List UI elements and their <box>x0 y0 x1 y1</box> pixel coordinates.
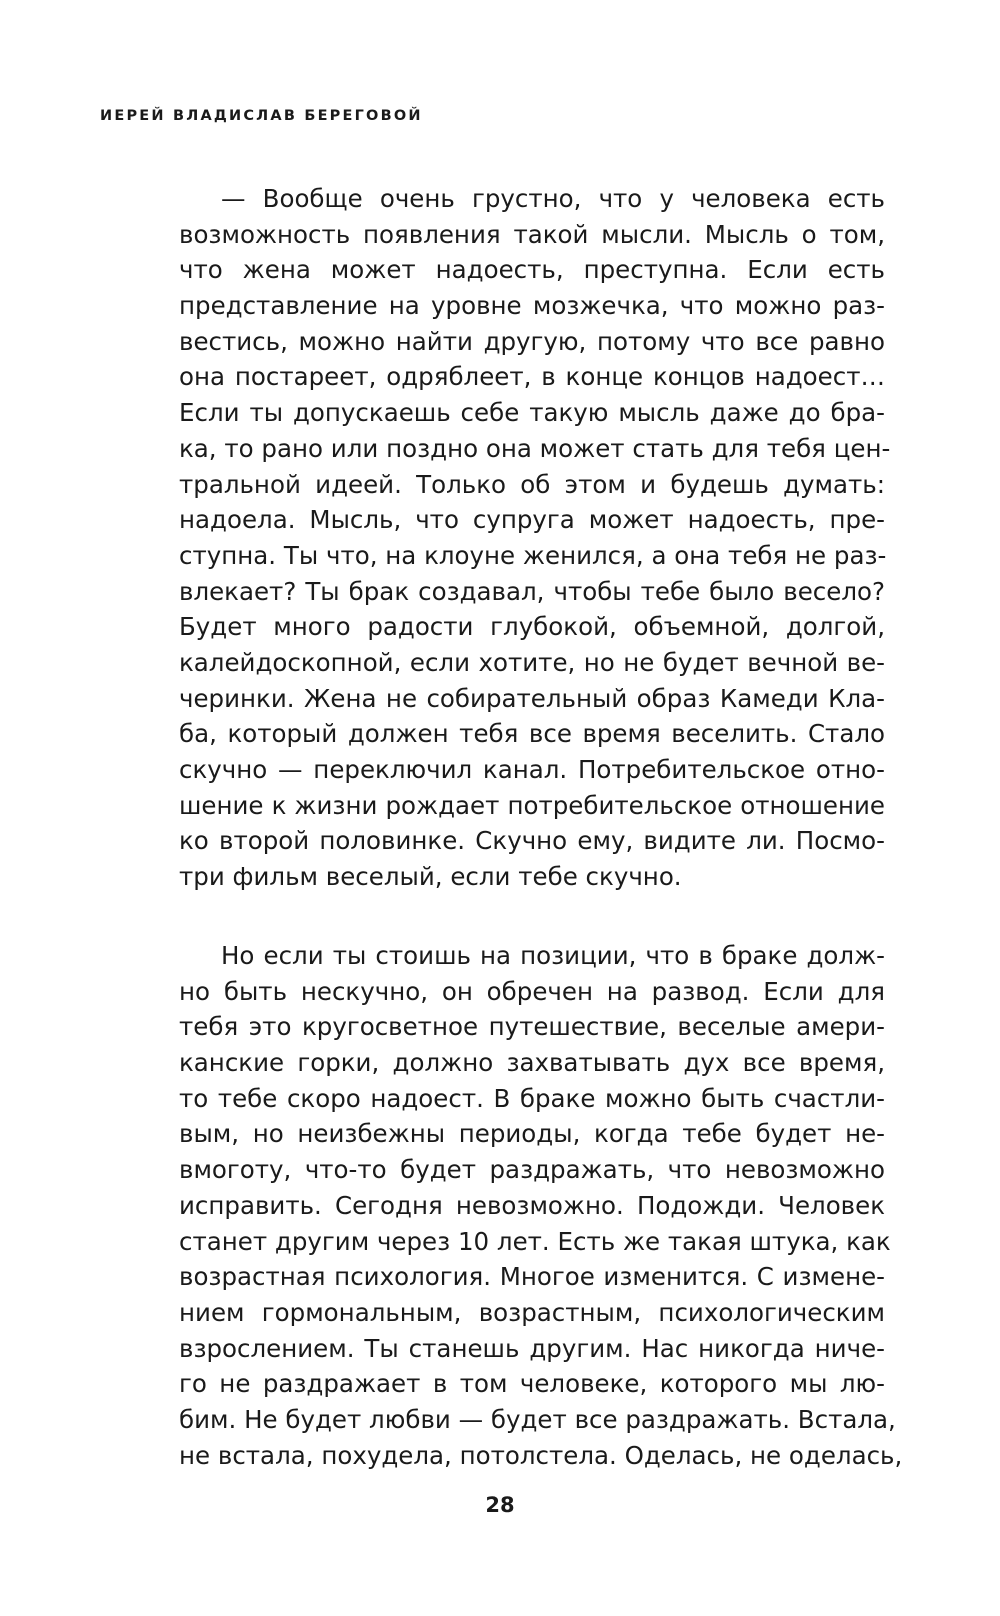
paragraph-line: но быть нескучно, он обречен на развод. Если для <box>179 976 885 1006</box>
paragraph-line: бим. Не будет любви — будет все раздражать. Встала, <box>179 1404 896 1434</box>
paragraph-line: го не раздражает в том человеке, которого мы лю- <box>179 1369 885 1399</box>
paragraph-line: тебя это кругосветное путешествие, веселые амери- <box>179 1012 885 1042</box>
paragraph-line: то тебе скоро надоест. В браке можно быть счастли- <box>179 1083 885 1113</box>
paragraph-line: вестись, можно найти другую, потому что все равно <box>179 326 885 356</box>
page-number: 28 <box>485 1493 515 1517</box>
paragraph-line: ко второй половинке. Скучно ему, видите ли. Посмо- <box>179 826 885 856</box>
paragraph-line: возрастная психология. Многое изменится. С измене- <box>179 1262 885 1292</box>
paragraph-line: — Вообще очень грустно, что у человека есть <box>221 184 885 213</box>
paragraph-line: влекает? Ты брак создавал, чтобы тебе было весело? <box>179 576 885 606</box>
paragraph-line: черинки. Жена не собирательный образ Камеди Кла- <box>179 683 885 713</box>
paragraph-line: ступна. Ты что, на клоуне женился, а она тебя не раз- <box>179 540 887 570</box>
paragraph-line: ба, который должен тебя все время веселить. Стало <box>179 719 885 749</box>
paragraph-line: Будет много радости глубокой, объемной, долгой, <box>179 612 885 642</box>
paragraph-line: представление на уровне мозжечка, что можно раз- <box>179 291 885 321</box>
paragraph-line: надоела. Мысль, что супруга может надоесть, пре- <box>179 505 885 535</box>
paragraph-line: она постареет, одряблеет, в конце концов надоест… <box>179 362 885 392</box>
paragraph-line: не встала, похудела, потолстела. Оделась, не оделась, <box>179 1440 903 1470</box>
paragraph-line: станет другим через 10 лет. Есть же такая штука, как <box>179 1226 891 1256</box>
paragraph-line: исправить. Сегодня невозможно. Подожди. Человек <box>179 1190 885 1220</box>
paragraph-line: возможность появления такой мысли. Мысль о том, <box>179 219 885 249</box>
paragraph-line: канские горки, должно захватывать дух все время, <box>179 1048 885 1078</box>
paragraph-line: скучно — переключил канал. Потребительское отно- <box>179 755 885 784</box>
paragraph-line: что жена может надоесть, преступна. Если есть <box>179 255 885 285</box>
paragraph-line: вым, но неизбежны периоды, когда тебе будет не- <box>179 1119 885 1149</box>
paragraph-2 <box>179 938 903 1473</box>
paragraph-1 <box>179 181 891 895</box>
paragraph-line: тральной идеей. Только об этом и будешь думать: <box>179 469 885 499</box>
paragraph-line: взрослением. Ты станешь другим. Нас никогда ниче- <box>179 1333 885 1363</box>
paragraph-line: нием гормональным, возрастным, психологическим <box>179 1297 885 1327</box>
running-head: ИЕРЕЙ ВЛАДИСЛАВ БЕРЕГОВОЙ <box>100 108 423 124</box>
paragraph-line: ка, то рано или поздно она может стать для тебя цен- <box>179 433 891 463</box>
paragraph-line: вмоготу, что-то будет раздражать, что невозможно <box>179 1155 885 1185</box>
paragraph-line: Если ты допускаешь себе такую мысль даже до бра- <box>179 398 885 428</box>
paragraph-line: три фильм веселый, если тебе скучно. <box>179 862 682 892</box>
paragraph-line: Но если ты стоишь на позиции, что в браке долж- <box>221 941 885 970</box>
paragraph-line: шение к жизни рождает потребительское отношение <box>179 790 885 820</box>
paragraph-line: калейдоскопной, если хотите, но не будет вечной ве- <box>179 647 885 677</box>
